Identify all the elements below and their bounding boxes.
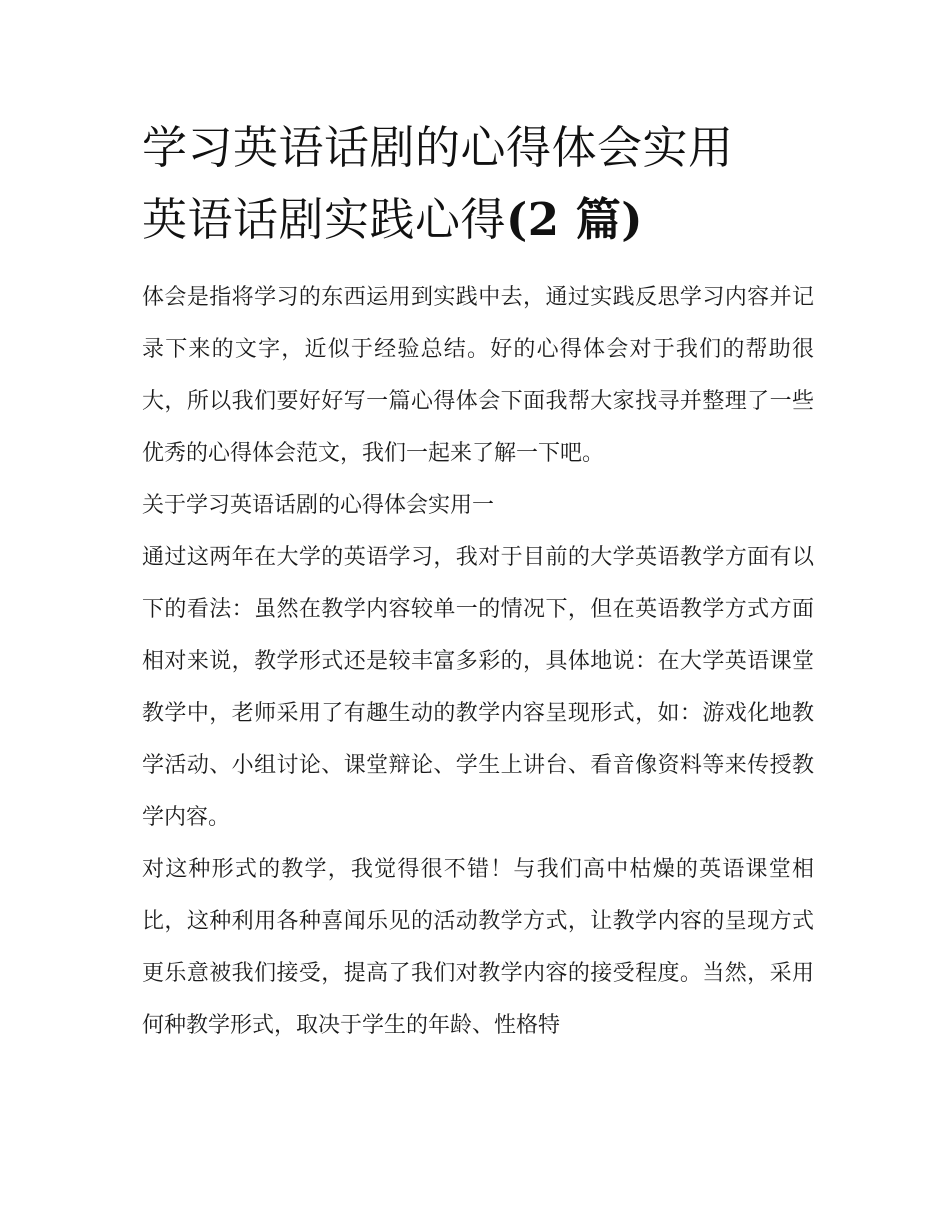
document-content [142,112,814,1052]
body-paragraph: 对这种形式的教学，我觉得很不错！与我们高中枯燥的英语课堂相比，这种利用各种喜闻乐见的活动教学方式，让教学内容的呈现方式更乐意被我们接受，提高了我们对教学内容的接受程度。当然，采用何种教学形式，取决于学生的年龄、性格特 [142,857,814,1038]
title-line-2: 英语话剧实践心得 [142,193,507,246]
title-line-2-suffix: (2 篇) [506,193,644,246]
intro-paragraph: 体会是指将学习的东西运用到实践中去，通过实践反思学习内容并记录下来的文字，近似于经验总结。好的心得体会对于我们的帮助很大，所以我们要好好写一篇心得体会下面我帮大家找寻并整理了一些优秀的心得体会范文，我们一起来了解一下吧。 [142,285,814,466]
section-heading: 关于学习英语话剧的心得体会实用一 [142,493,495,518]
document-title [142,112,814,256]
title-line-1: 学习英语话剧的心得体会实用 [142,121,734,174]
body-paragraph: 通过这两年在大学的英语学习，我对于目前的大学英语教学方面有以下的看法：虽然在教学内容较单一的情况下，但在英语教学方式方面相对来说，教学形式还是较丰富多彩的，具体地说：在大学英语课堂教学中，老师采用了有趣生动的教学内容呈现形式，如：游戏化地教学活动、小组讨论、课堂辩论、学生上讲台、看音像资料等来传授教学内容。 [142,545,814,830]
